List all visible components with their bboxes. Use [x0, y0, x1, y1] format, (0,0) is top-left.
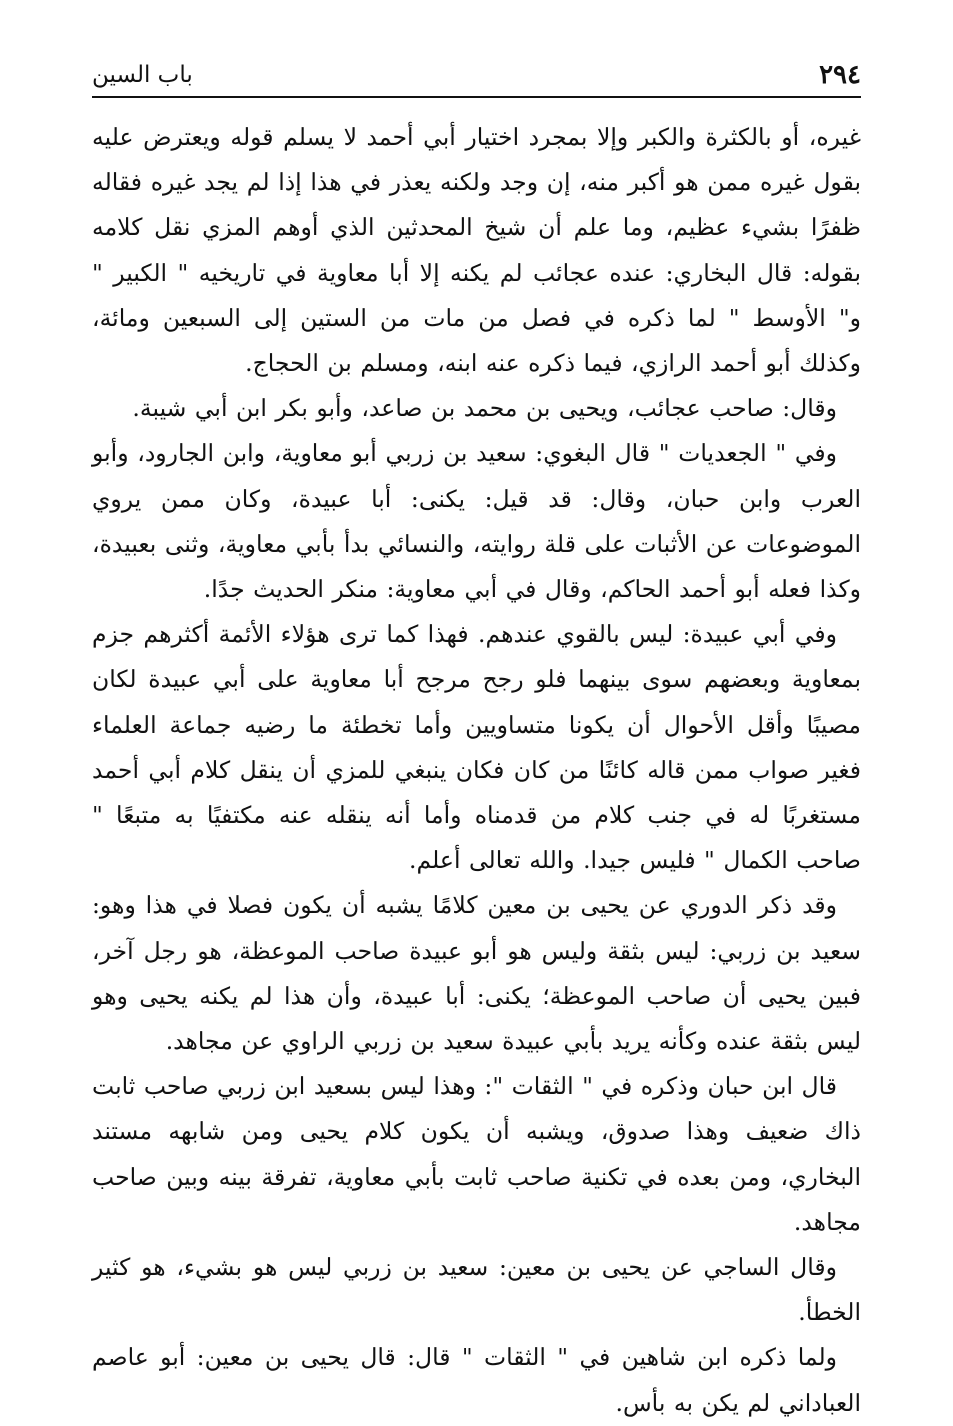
- page-body: [92, 115, 861, 1426]
- paragraph: وقال: صاحب عجائب، ويحيى بن محمد بن صاعد، وأبو بكر ابن أبي شيبة.: [132, 394, 837, 423]
- page-header: [92, 58, 861, 98]
- header-divider: [92, 96, 861, 98]
- paragraph: غيره، أو بالكثرة والكبر وإلا بمجرد اختيار أبي أحمد لا يسلم قوله ويعترض عليه بقول غيره ممن هو أكبر منه، إن وجد ولكنه يعذر في هذا إذا لم يجد غيره فقاله ظفرًا بشيء عظيم، وما علم أن شيخ المحدثين الذي أوهم المزي نقل كلامه بقوله: قال البخاري: عنده عجائب لم يكنه إلا أبا معاوية في تاريخيه " الكبير " و" الأوسط " لما ذكره في فصل من مات من الستين إلى السبعين ومائة، وكذلك أبو أحمد الرازي، فيما ذكره عنه ابنه، ومسلم بن الحجاج.: [92, 123, 861, 378]
- paragraph: وفي " الجعديات " قال البغوي: سعيد بن زربي أبو معاوية، وابن الجارود، وأبو العرب وابن حبان، وقال: قد قيل: يكنى: أبا عبيدة، وكان ممن يروي الموضوعات عن الأثبات على قلة روايته، والنسائي بدأ بأبي معاوية، وثنى بعبيدة، وكذا فعله أبو أحمد الحاكم، وقال في أبي معاوية: منكر الحديث جدًا.: [92, 439, 861, 604]
- paragraph: وقد ذكر الدوري عن يحيى بن معين كلامًا يشبه أن يكون فصلا في هذا وهو: سعيد بن زربي: ليس بثقة وليس هو أبو عبيدة صاحب الموعظة، هو رجل آخر، فبين يحيى أن صاحب الموعظة؛ يكنى: أبا عبيدة، وأن هذا لم يكنه يحيى وهو ليس بثقة عنده وكأنه يريد بأبي عبيدة سعيد بن زربي الراوي عن مجاهد.: [92, 891, 861, 1056]
- paragraph: وقال الساجي عن يحيى بن معين: سعيد بن زربي ليس هو بشيء، هو كثير الخطأ.: [92, 1253, 861, 1327]
- paragraph: قال ابن حبان وذكره في " الثقات ": وهذا ليس بسعيد ابن زربي صاحب ثابت ذاك ضعيف وهذا صدوق، ويشبه أن يكون كلام يحيى ومن شابهه مستند البخاري، ومن بعده في تكنية صاحب ثابت بأبي معاوية، تفرقة بينه وبين صاحب مجاهد.: [92, 1072, 861, 1236]
- running-title: باب السين: [92, 62, 193, 88]
- paragraph: وفي أبي عبيدة: ليس بالقوي عندهم. فهذا كما ترى هؤلاء الأئمة أكثرهم جزم بمعاوية وبعضهم سوى بينهما فلو رجح مرجح أبا معاوية على أبي عبيدة لكان مصيبًا وأقل الأحوال أن يكونا متساويين وأما تخطئة ما رضيه جماعة العلماء فغير صواب ممن قاله كائنًا من كان فكان ينبغي للمزي أن ينقل كلام أبي أحمد مستغربًا له في جنب كلام من قدمناه وأما أنه ينقله عنه مكتفيًا به متبعًا " صاحب الكمال " فليس جيدا. والله تعالى أعلم.: [92, 620, 861, 875]
- paragraph: ولما ذكره ابن شاهين في " الثقات " قال: قال يحيى بن معين: أبو عاصم العباداني لم يكن به بأس.: [92, 1343, 861, 1417]
- page-number: ٢٩٤: [819, 60, 861, 90]
